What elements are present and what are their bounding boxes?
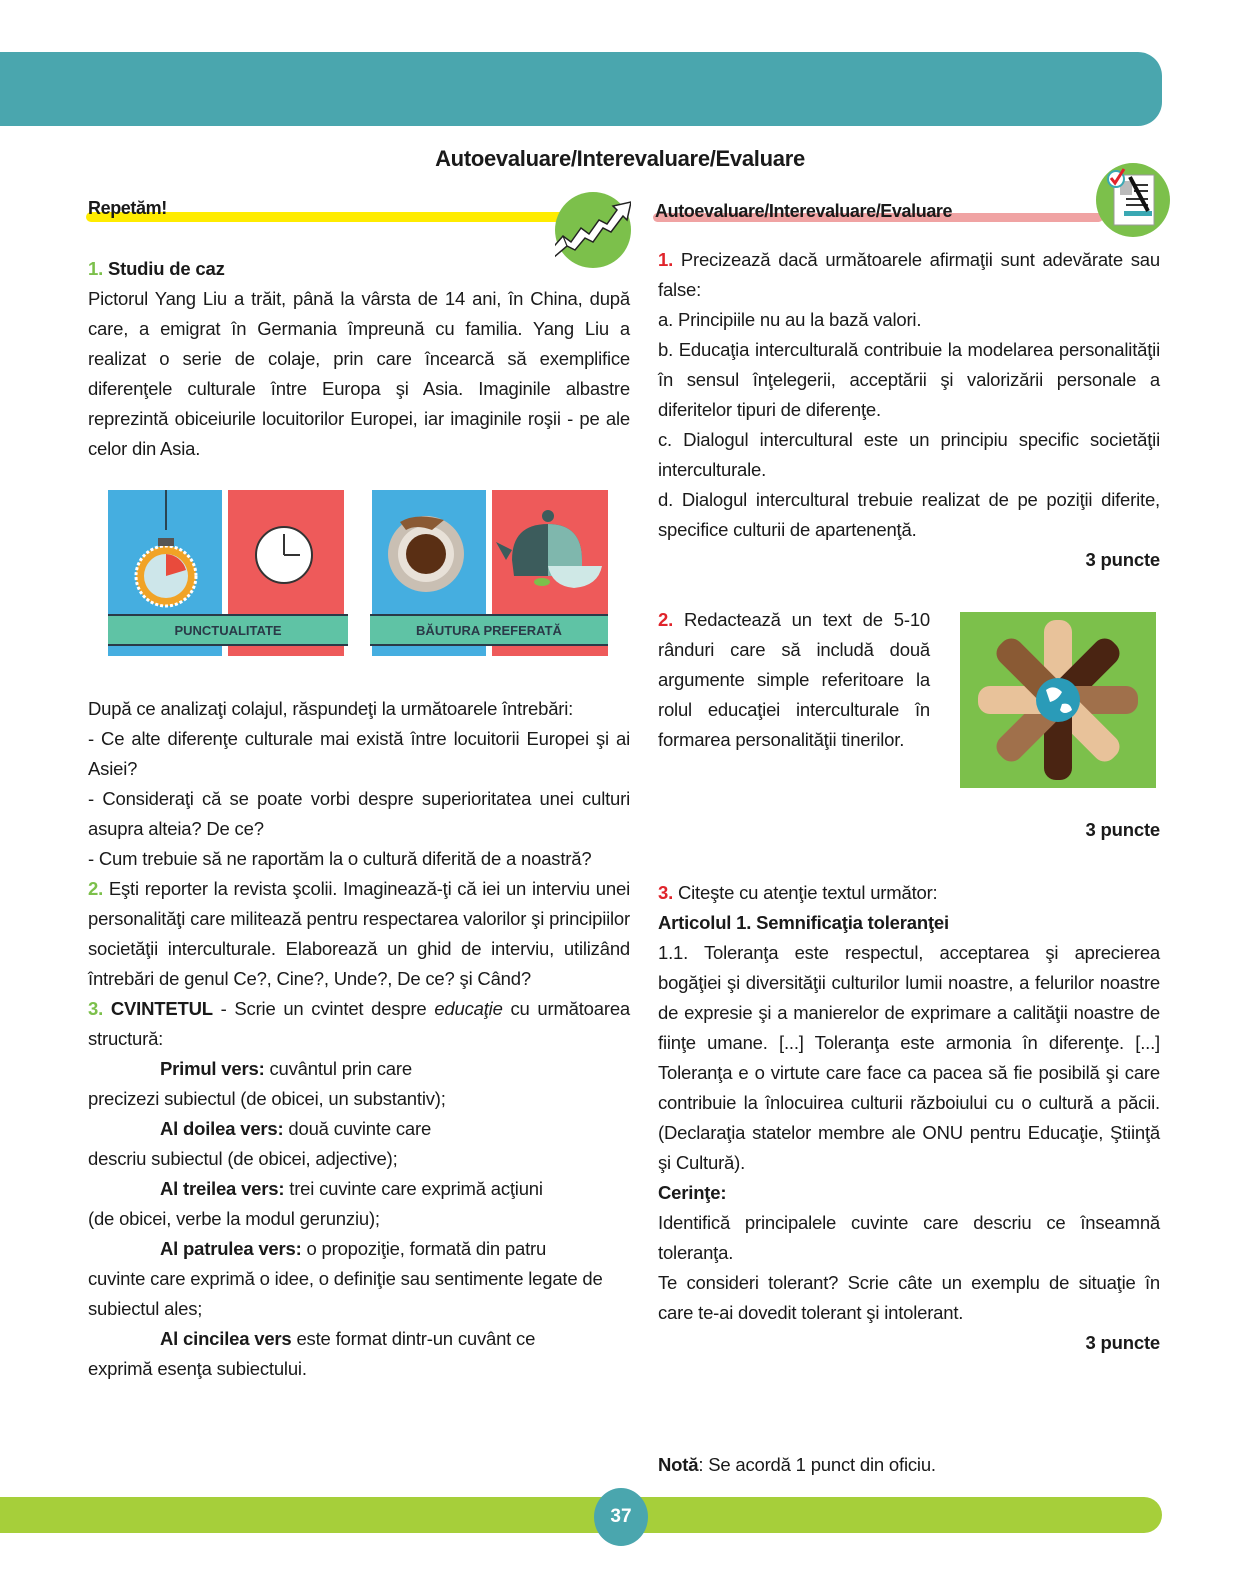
verse-text: exprimă esenţa subiectului. [88, 1358, 307, 1379]
verse-text: descriu subiectul (de obicei, adjective); [88, 1148, 398, 1169]
exercise-text: - Scrie un cvintet despre [212, 998, 435, 1019]
globe-icon [1036, 678, 1080, 722]
statement-item: a. Principiile nu au la bază valori. [658, 309, 922, 330]
verse-label: Al patrulea vers: [160, 1238, 302, 1259]
verse-item [88, 1114, 630, 1174]
exercise-number: 2. [88, 878, 104, 899]
italic-word: educaţie [434, 998, 503, 1019]
hands-around-globe-image [960, 612, 1156, 788]
exercise-intro: Citeşte cu atenţie textul următor: [677, 882, 938, 903]
exercise-number: 1. [658, 249, 674, 270]
questions-intro: După ce analizaţi colajul, răspundeţi la următoarele întrebări: [88, 698, 574, 719]
exercise-text: Precizează dacă următoarele afirmaţii sunt adevărate sau false: [658, 249, 1160, 300]
exercise-3-cvintet [88, 994, 630, 1054]
verse-label: Al cincilea vers [160, 1328, 292, 1349]
verse-item [88, 1234, 630, 1324]
wall-clock-icon [228, 490, 344, 614]
requirement-item: Identifică principalele cuvinte care descriu ce înseamnă toleranţa. [658, 1212, 1160, 1263]
points-label: 3 puncte [1085, 819, 1160, 840]
note-text: : Se acordă 1 punct din oficiu. [698, 1454, 936, 1475]
page-number: 37 [594, 1488, 648, 1546]
exercise-title: Studiu de caz [107, 258, 225, 279]
exercise-2-interview [88, 874, 630, 994]
question-item: - Ce alte diferenţe culturale mai există între locuitorii Europei şi ai Asiei? [88, 728, 630, 779]
culture-collage-image [108, 490, 608, 656]
footer-band [0, 1497, 1162, 1533]
section-heading-repetam: Repetăm! [88, 198, 167, 218]
exercise-text: cu următoarea structură: [88, 998, 630, 1049]
article-title: Articolul 1. Semnificaţia toleranţei [658, 912, 949, 933]
statement-item: b. Educaţia interculturală contribuie la modelarea personalităţii în sensul înţelegerii, acceptării şi valorizării personale a diferitelor tipuri de diferenţe. [658, 339, 1160, 420]
checklist-document-icon [1096, 163, 1170, 237]
statement-item: d. Dialogul intercultural trebuie realizat de pe poziţii diferite, specifice culturii de apartenenţă. [658, 489, 1160, 540]
stopwatch-icon [108, 490, 222, 614]
ribbon-bautura-preferata: BĂUTURA PREFERATĂ [370, 614, 608, 646]
section-heading-evaluare: Autoevaluare/Interevaluare/Evaluare [655, 201, 953, 221]
verse-text: o propoziţie, formată din patru [301, 1238, 547, 1259]
points-label: 3 puncte [1085, 1332, 1160, 1353]
verse-text: cuvântul prin care [264, 1058, 412, 1079]
points-label: 3 puncte [1085, 549, 1160, 570]
verse-item [88, 1174, 630, 1234]
exercise-1-case-study [88, 254, 630, 464]
evaluation-exercise-2 [658, 605, 930, 755]
verse-text: (de obicei, verbe la modul gerunziu); [88, 1208, 380, 1229]
exercise-title: CVINTETUL [110, 998, 213, 1019]
verse-label: Al treilea vers: [160, 1178, 285, 1199]
evaluation-exercise-3 [658, 878, 1160, 1358]
verse-text: cuvinte care exprimă o idee, o definiţie sau sentimente legate de subiectul ales; [88, 1268, 603, 1319]
verse-text: precizezi subiectul (de obicei, un substantiv); [88, 1088, 446, 1109]
exercise-text: Eşti reporter la revista şcolii. Imaginează-ţi că iei un interviu unei personalităţi care militează pentru respectarea valorilor şi principiilor societăţii interculturale. Elaborează un ghid de interviu, utilizând întrebări de genul Ce?, Cine?, Unde?, De ce? şi Când? [88, 878, 630, 989]
note-label: Notă [658, 1454, 699, 1475]
question-item: - Consideraţi că se poate vorbi despre superioritatea unei culturi asupra alteia? De ce? [88, 788, 630, 839]
article-text: 1.1. Toleranţa este respectul, acceptarea şi aprecierea bogăţiei şi diversităţii culturilor lumii noastre, a felurilor noastre de expresie şi a manierelor de exprimare a calităţii noastre de fiinţe umane. [...] Toleranţa este armonia în diferenţe. [...] Toleranţa e o virtute care face ca pacea să fie posibilă şi care contribuie la înlocuirea culturii războiului cu o cultură a păcii. (Declaraţia statelor membre ale ONU pentru Educaţie, Ştiinţă şi Cultură). [658, 942, 1160, 1173]
exercise-2-points [658, 815, 1160, 845]
exercise-number: 3. [658, 882, 674, 903]
evaluation-exercise-1 [658, 245, 1160, 575]
collage-questions [88, 694, 630, 1384]
question-item: - Cum trebuie să ne raportăm la o cultură diferită de a noastră? [88, 848, 592, 869]
case-study-text: Pictorul Yang Liu a trăit, până la vârsta de 14 ani, în China, după care, a emigrat în Germania împreună cu familia. Yang Liu a realizat o serie de colaje, prin care încearcă să exemplifice diferenţele culturale între Europa şi Asia. Imaginile albastre reprezintă obiceiurile locuitorilor Europei, iar imaginile roşii - pe ale celor din Asia. [88, 288, 630, 459]
requirement-item: Te consideri tolerant? Scrie câte un exemplu de situaţie în care te-ai dovedit tolerant şi intolerant. [658, 1272, 1160, 1323]
verse-text: este format dintr-un cuvânt ce [291, 1328, 536, 1349]
verse-item [88, 1324, 630, 1384]
exercise-number: 1. [88, 258, 104, 279]
note [658, 1450, 1160, 1480]
verse-text: două cuvinte care [283, 1118, 432, 1139]
requirements-label: Cerinţe: [658, 1182, 727, 1203]
statement-item: c. Dialogul intercultural este un principiu specific societăţii interculturale. [658, 429, 1160, 480]
verse-text: trei cuvinte care exprimă acţiuni [284, 1178, 543, 1199]
ribbon-punctualitate: PUNCTUALITATE [108, 614, 348, 646]
verse-label: Al doilea vers: [160, 1118, 284, 1139]
exercise-number: 3. [88, 998, 104, 1019]
coffee-cup-icon [372, 490, 486, 614]
exercise-number: 2. [658, 609, 674, 630]
teapot-icon [492, 490, 608, 614]
header-band [0, 52, 1162, 126]
verse-label: Primul vers: [160, 1058, 265, 1079]
exercise-text: Redactează un text de 5-10 rânduri care să includă două argumente simple referitoare la rolul educaţiei interculturale în formarea personalităţii tinerilor. [658, 609, 930, 750]
verse-item [88, 1054, 630, 1114]
page-title: Autoevaluare/Interevaluare/Evaluare [435, 146, 805, 171]
